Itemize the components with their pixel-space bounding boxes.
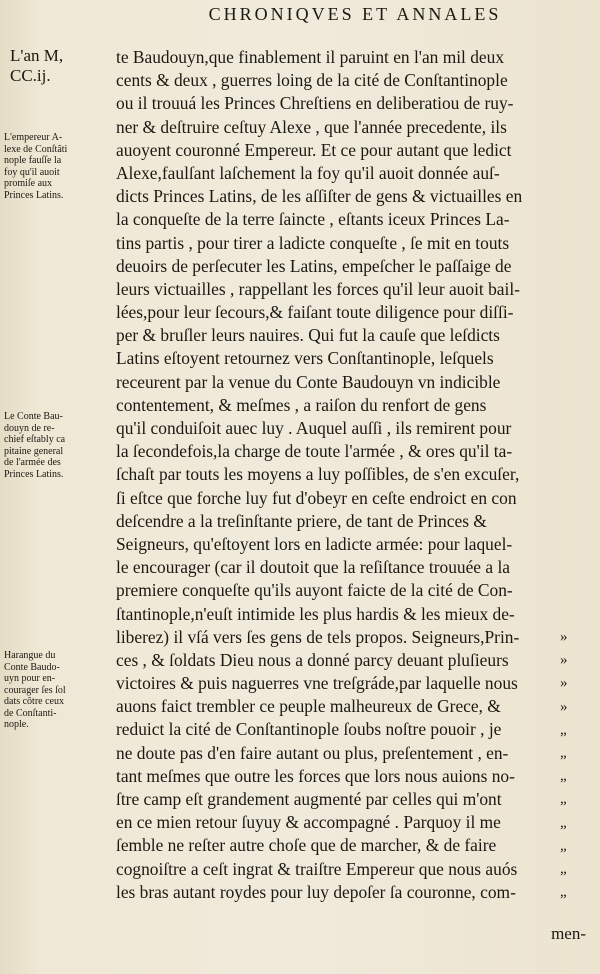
text-line: dicts Princes Latins, de les aſſiſter de gens & victuailles en — [116, 186, 523, 207]
text-line: te Baudouyn,que finablement il paruint en l'an mil deux — [116, 47, 505, 67]
text-line: auons faict trembler ce peuple malheureux de Grece, & — [116, 696, 501, 717]
catchword: men- — [551, 924, 586, 943]
text-line: per & bruſler leurs nauires. Qui fut la cauſe que leſdicts — [116, 325, 500, 346]
text-line: deſcendre a la treſinſtante priere, de tant de Princes & — [116, 510, 487, 531]
margin-note-2: Le Conte Bau- douyn de re- chief eſtably ca pitaine general de l'armée des Princes Latins. — [4, 411, 66, 480]
text-line: la ſecondefois,la charge de toute l'armée , & ores qu'il ta- — [116, 441, 513, 462]
text-line: en ce mien retour ſuyuy & accompagné . Parquoy il me — [116, 812, 501, 833]
text-line: ou il trouuá les Princes Chreſtiens en deliberatiou de ruy- — [116, 93, 514, 114]
text-line: ſtre camp eſt grandement augmenté par celles qui m'ont — [116, 789, 502, 809]
text-line: tins partis , pour tirer a ladicte conqueſte , ſe mit en touts — [116, 232, 510, 253]
text-line: le encourager (car il doutoit que la reſiſtance trouuée a la — [116, 557, 510, 578]
text-line: cognoiſtre a ceſt ingrat & traiſtre Empereur que nous auós — [116, 858, 518, 879]
text-line: ſemble ne reſter autre choſe que de marcher, & de faire — [116, 835, 497, 856]
margin-note-3: Harangue du Conte Baudo- uyn pour en- courager ſes ſol dats côtre ceux de Conſtanti- nople. — [4, 650, 66, 730]
text-line: Latins eſtoyent retournez vers Conſtantinople, leſquels — [116, 348, 494, 369]
text-line: ner & deſtruire ceſtuy Alexe , que l'année precedente, ils — [116, 116, 507, 137]
text-line: liberez) il vſá vers ſes gens de tels propos. Seigneurs,Prin- — [116, 626, 520, 647]
text-line: lées,pour leur ſecours,& faiſant toute diligence pour diſſi- — [116, 302, 514, 323]
text-line: reduict la cité de Conſtantinople ſoubs noſtre pouoir , je — [116, 719, 502, 740]
text-line: auoyent couronné Empereur. Et ce pour autant que ledict — [116, 139, 512, 160]
text-line: tant meſmes que outre les forces que lors nous auions no- — [116, 765, 515, 786]
text-line: qu'il conduiſoit auec luy . Auquel auſſi , ils remirent pour — [116, 418, 512, 438]
text-line: ne doute pas d'en faire autant ou plus, preſentement , en- — [116, 742, 509, 763]
text-line: la conqueſte de la terre ſaincte , eſtants iceux Princes La- — [116, 209, 510, 230]
text-line: Alexe,faulſant laſchement la foy qu'il auoit donnée auſ- — [116, 162, 500, 183]
text-line: Seigneurs, qu'eſtoyent lors en ladicte armée: pour laquel- — [116, 533, 513, 554]
text-line: ces , & ſoldats Dieu nous a donné parcy deuant pluſieurs — [116, 649, 509, 670]
text-line: deuoirs de perſecuter les Latins, empeſcher le paſſaige de — [116, 255, 512, 276]
margin-date-line-2: CC.ij. — [10, 66, 51, 85]
margin-note-1: L'empereur A- lexe de Conſtãti nople fauſſe la foy qu'il auoit promiſe aux Princes Latins. — [4, 132, 68, 201]
main-text — [116, 46, 562, 904]
text-line: cents & deux , guerres loing de la cité de Conſtantinople — [116, 70, 508, 91]
text-line: leurs victuailles , rappellant les forces qu'il leur auoit bail- — [116, 278, 520, 299]
margin-date-line-1: L'an M, — [10, 46, 64, 65]
text-line: premiere conqueſte qu'ils auyont faicte de la cité de Con- — [116, 580, 513, 601]
running-header: CHRONIQVES ET ANNALES — [208, 4, 502, 24]
margin-date — [10, 46, 90, 86]
text-line: victoires & puis naguerres vne treſgráde,par laquelle nous — [116, 673, 518, 694]
text-line: les bras autant roydes pour luy depoſer ſa couronne, com- — [116, 881, 516, 902]
text-line: ſi eſtce que forche luy fut d'obeyr en ceſte endroict en con — [116, 487, 517, 508]
text-line: ſchaſt par touts les moyens a luy poſſibles, de s'en excuſer, — [116, 464, 520, 485]
text-line: contentement, & meſmes , a raiſon du renfort de gens — [116, 394, 487, 415]
text-line: receurent par la venue du Conte Baudouyn vn indicible — [116, 371, 501, 392]
quote-marks: » » » » „ „ „ „ „ „ „ „ — [560, 629, 568, 901]
text-line: ſtantinople,n'euſt intimide les plus hardis & les mieux de- — [116, 603, 515, 624]
